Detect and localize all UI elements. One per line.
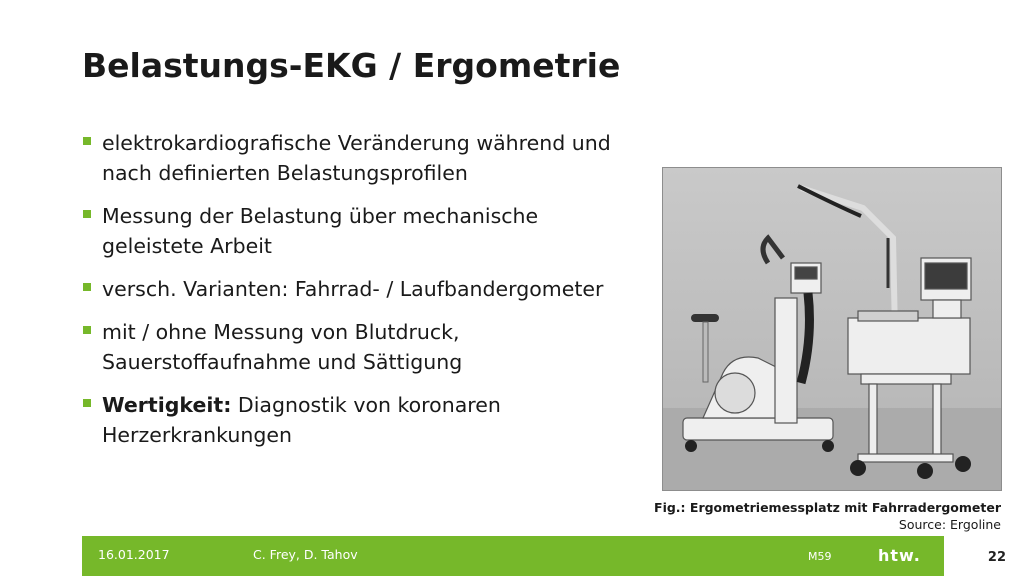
bullet-marker-icon — [83, 137, 91, 145]
bullet-item — [80, 317, 640, 377]
bullet-item — [80, 390, 640, 450]
bullet-item — [80, 274, 640, 304]
page-number: 22 — [987, 550, 1006, 565]
bullet-text: mit / ohne Messung von Blutdruck, Sauerstoffaufnahme und Sättigung — [102, 320, 463, 374]
figure-caption: Fig.: Ergometriemessplatz mit Fahrradergometer — [654, 500, 1001, 515]
bullet-marker-icon — [83, 283, 91, 291]
bullet-text: elektrokardiografische Veränderung während und nach definierten Belastungsprofilen — [102, 131, 611, 185]
bullet-text: Messung der Belastung über mechanische geleistete Arbeit — [102, 204, 539, 258]
ergometer-photo — [662, 167, 1002, 491]
bullet-marker-icon — [83, 210, 91, 218]
bullet-item — [80, 201, 640, 261]
bullet-bold-label: Wertigkeit: — [102, 393, 232, 417]
bullet-item — [80, 128, 640, 188]
bullet-marker-icon — [83, 399, 91, 407]
htw-logo: htw. — [878, 546, 921, 565]
bullet-text: versch. Varianten: Fahrrad- / Laufbandergometer — [102, 277, 604, 301]
bullet-text: Diagnostik von koronaren Herzerkrankungen — [102, 393, 501, 447]
footer-date: 16.01.2017 — [98, 547, 170, 562]
footer-module: M59 — [808, 550, 832, 563]
figure-caption-block — [654, 499, 1001, 533]
footer-authors: C. Frey, D. Tahov — [253, 547, 358, 562]
ergometer-illustration — [663, 168, 1001, 490]
bullet-marker-icon — [83, 326, 91, 334]
slide-title: Belastungs-EKG / Ergometrie — [82, 46, 621, 85]
figure-source: Source: Ergoline — [898, 517, 1001, 532]
bullet-list — [80, 128, 640, 463]
